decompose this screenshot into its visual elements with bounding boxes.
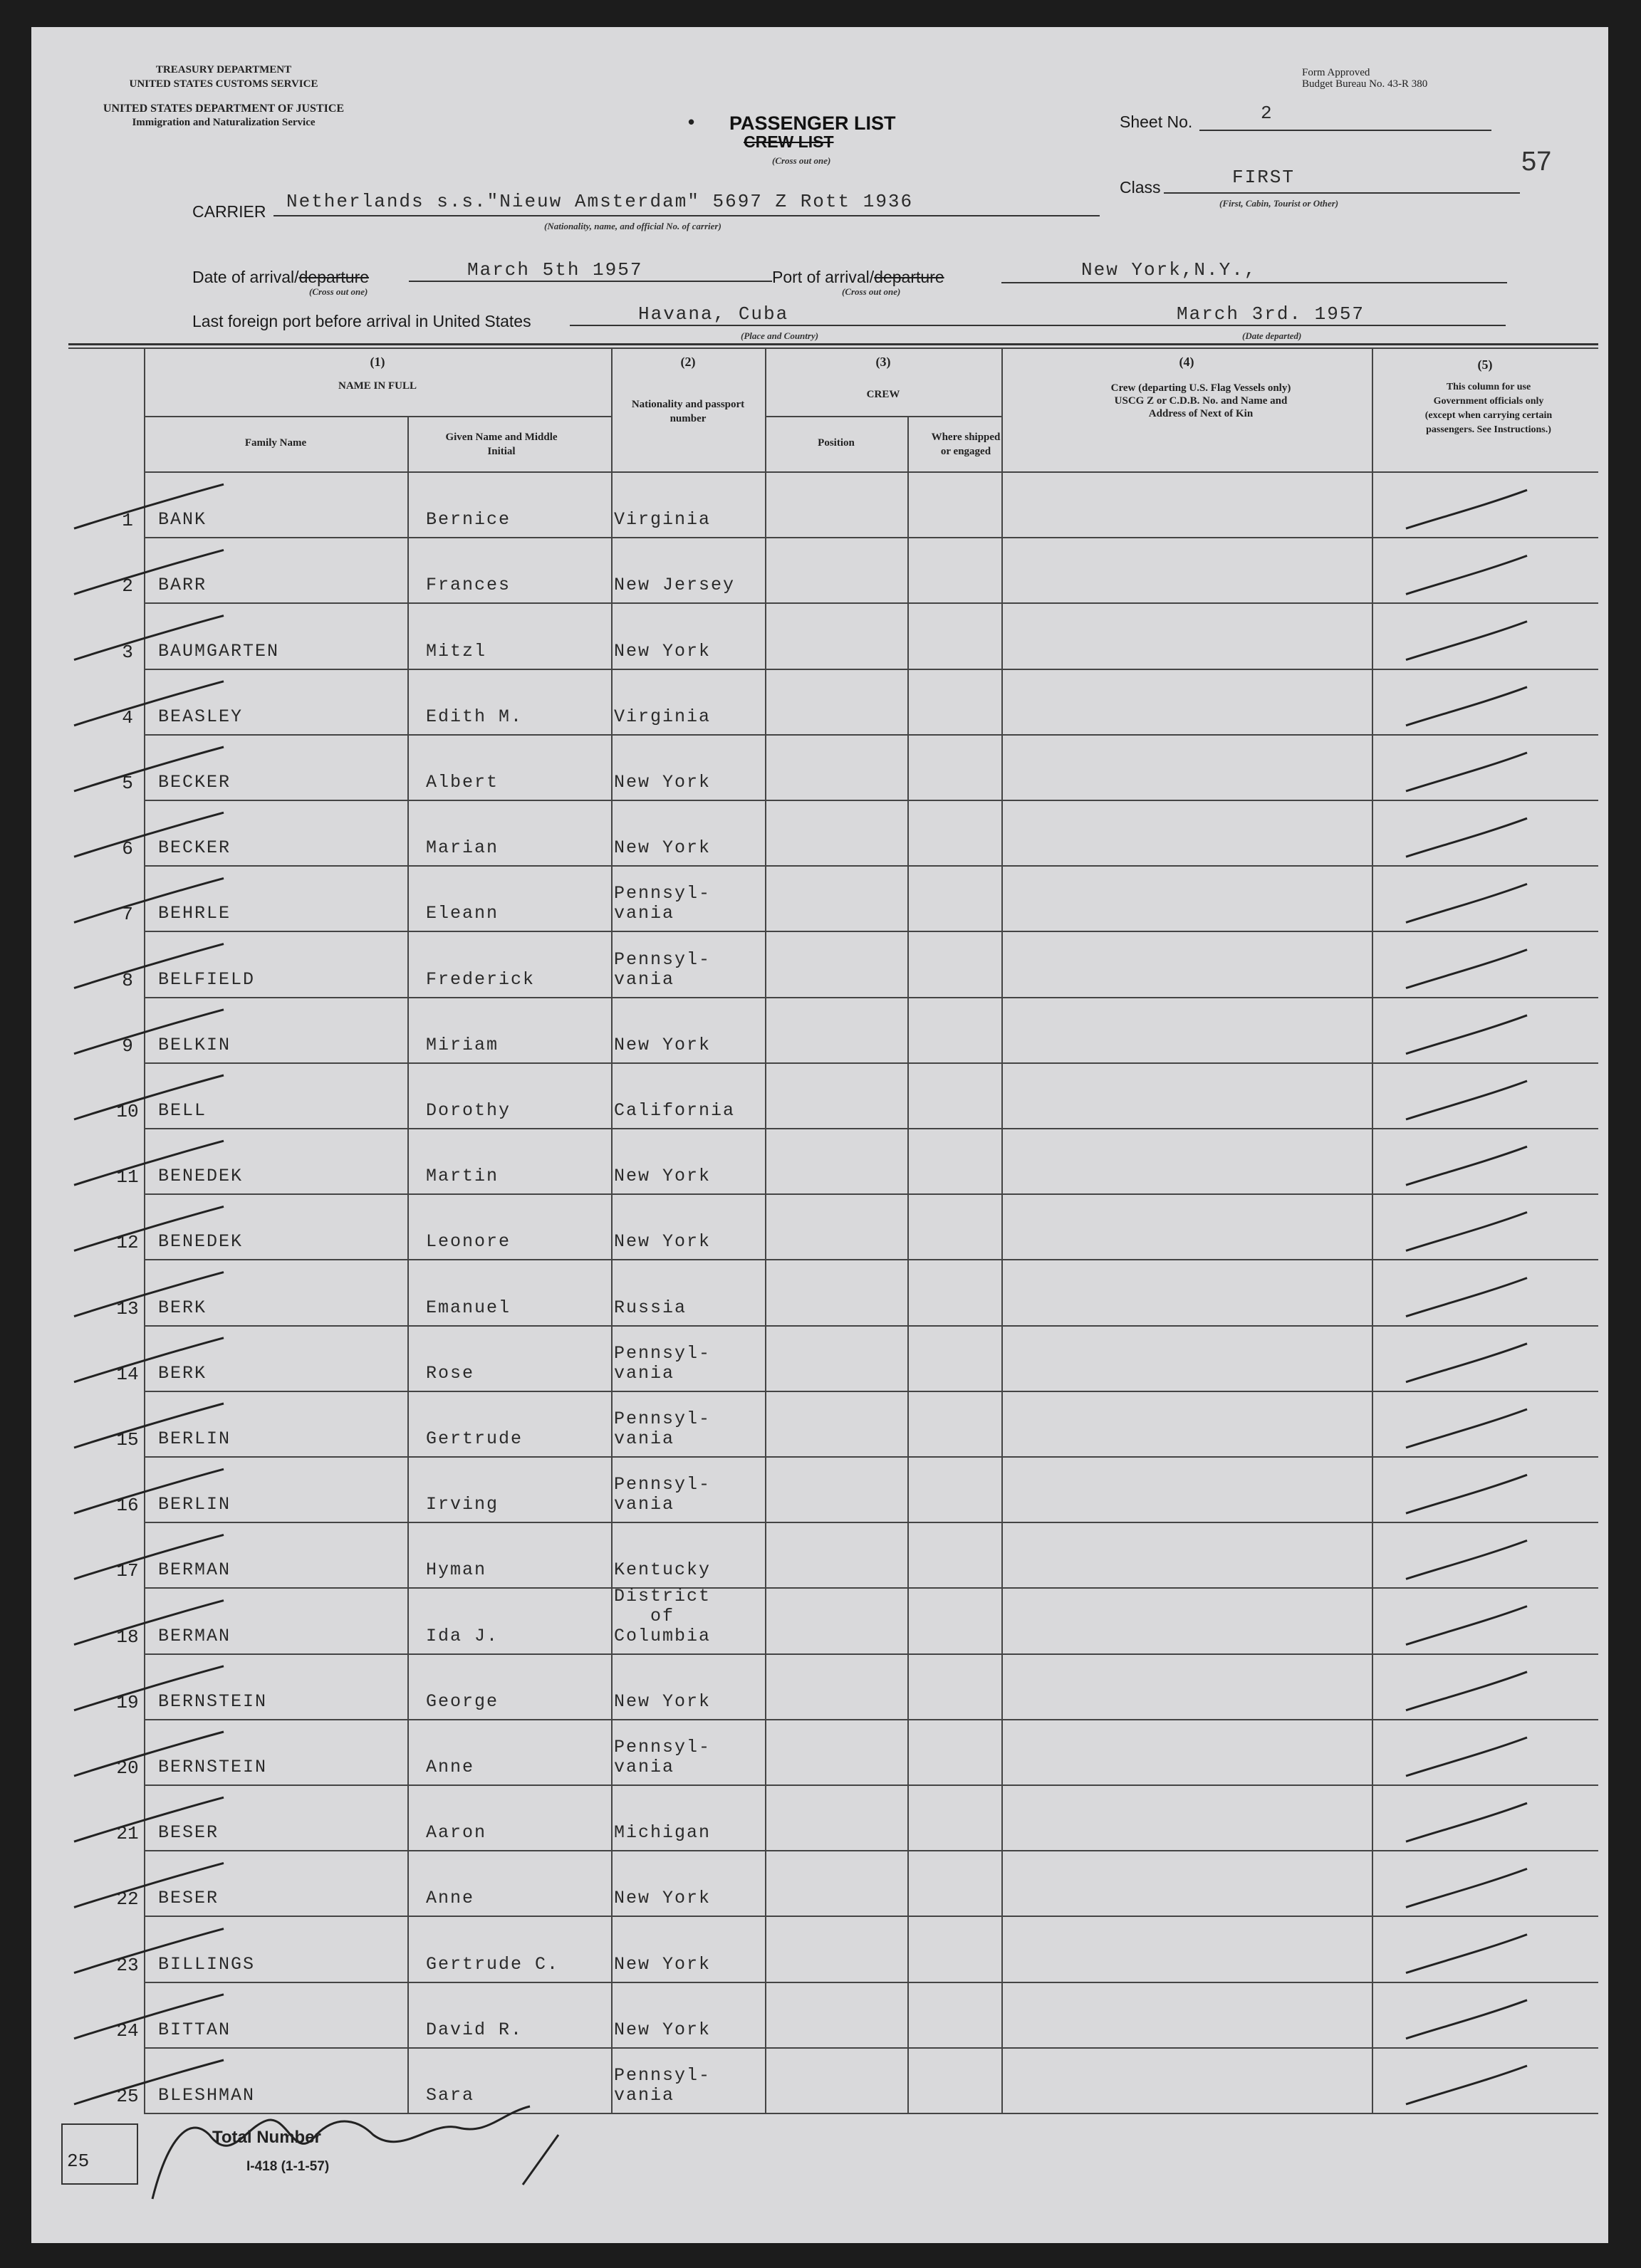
nationality: Pennsyl- vania xyxy=(614,949,712,990)
passenger-list-sheet xyxy=(31,27,1608,2243)
total-value: 25 xyxy=(67,2151,90,2172)
row-number: 21 xyxy=(116,1823,139,1844)
agency-line-1: TREASURY DEPARTMENT xyxy=(155,64,292,75)
official-check-mark xyxy=(1406,490,1527,528)
arrival-date: March 5th 1957 xyxy=(467,259,643,281)
nationality: Michigan xyxy=(614,1822,712,1843)
row-number: 22 xyxy=(116,1888,139,1910)
row-number: 25 xyxy=(116,2086,139,2107)
row-number: 12 xyxy=(116,1232,139,1253)
family-name: BERNSTEIN xyxy=(158,1691,268,1712)
given-name: Martin xyxy=(426,1166,499,1186)
row-number: 1 xyxy=(122,510,133,531)
nationality: New York xyxy=(614,837,712,858)
col1b-title: Given Name and Middle Initial xyxy=(445,432,558,457)
nationality: New York xyxy=(614,1231,712,1252)
title-cross-note: (Cross out one) xyxy=(772,155,831,166)
nationality: California xyxy=(614,1100,736,1121)
form-title: PASSENGER LIST xyxy=(729,113,896,134)
family-name: BELL xyxy=(158,1100,207,1121)
class-note: (First, Cabin, Tourist or Other) xyxy=(1219,198,1339,209)
row-number: 19 xyxy=(116,1692,139,1713)
given-name: Anne xyxy=(426,1757,475,1777)
nationality: Russia xyxy=(614,1297,687,1318)
nationality: Kentucky xyxy=(614,1559,712,1580)
family-name: BERNSTEIN xyxy=(158,1757,268,1777)
official-check-mark xyxy=(1406,1803,1527,1841)
nationality: Pennsyl- vania xyxy=(614,1474,712,1515)
given-name: Gertrude xyxy=(426,1428,523,1449)
date-label: Date of arrival/departure xyxy=(192,268,370,286)
nationality: Pennsyl- vania xyxy=(614,883,712,924)
official-check-mark xyxy=(1406,753,1527,791)
nationality: Virginia xyxy=(614,509,712,530)
given-name: Rose xyxy=(426,1363,475,1384)
family-name: BERLIN xyxy=(158,1428,231,1449)
official-check-mark xyxy=(1406,687,1527,726)
given-name: Irving xyxy=(426,1494,499,1515)
official-check-mark xyxy=(1406,1344,1527,1382)
family-name: BERMAN xyxy=(158,1626,231,1646)
nationality: New Jersey xyxy=(614,575,736,595)
col1a-title: Family Name xyxy=(244,437,307,449)
given-name: Dorothy xyxy=(426,1100,511,1121)
official-check-mark xyxy=(1406,1540,1527,1579)
given-name: George xyxy=(426,1691,499,1712)
given-name: Anne xyxy=(426,1888,475,1908)
given-name: Frances xyxy=(426,575,511,595)
official-check-mark xyxy=(1406,1212,1527,1250)
row-check-mark xyxy=(74,1141,224,1185)
budget-bureau: Budget Bureau No. 43-R 380 xyxy=(1302,78,1428,90)
row-number: 14 xyxy=(116,1364,139,1385)
official-check-mark xyxy=(1406,1672,1527,1710)
row-number: 13 xyxy=(116,1298,139,1319)
official-check-mark xyxy=(1406,818,1527,857)
given-name: Marian xyxy=(426,837,499,858)
departed-date-note: (Date departed) xyxy=(1242,330,1302,341)
arrival-port: New York,N.Y., xyxy=(1081,259,1257,281)
col2-title: Nationality and passport number xyxy=(631,399,745,424)
form-approved: Form Approved xyxy=(1302,67,1370,78)
row-check-mark xyxy=(74,1863,224,1907)
official-check-mark xyxy=(1406,1146,1527,1185)
row-number: 5 xyxy=(122,773,133,794)
nationality: Pennsyl- vania xyxy=(614,2065,712,2106)
last-port-note: (Place and Country) xyxy=(741,330,819,341)
sheet-number: 2 xyxy=(1261,103,1273,124)
family-name: BEHRLE xyxy=(158,903,231,924)
family-name: BITTAN xyxy=(158,2019,231,2040)
agency-line-3: UNITED STATES DEPARTMENT OF JUSTICE xyxy=(103,103,345,115)
row-number: 17 xyxy=(116,1560,139,1582)
row-check-mark xyxy=(74,747,224,791)
signature-scribble xyxy=(152,2106,558,2199)
row-check-mark xyxy=(74,1601,224,1645)
col3b-title: Where shipped or engaged xyxy=(931,432,1001,457)
port-label: Port of arrival/departure xyxy=(772,268,944,286)
nationality: New York xyxy=(614,1888,712,1908)
carrier-value: Netherlands s.s."Nieuw Amsterdam" 5697 Z Rott 1936 xyxy=(286,191,914,212)
nationality: Pennsyl- vania xyxy=(614,1737,712,1777)
nationality: New York xyxy=(614,772,712,793)
nationality: New York xyxy=(614,641,712,662)
class-label: Class xyxy=(1120,178,1161,197)
row-check-mark xyxy=(74,1666,224,1710)
nationality: New York xyxy=(614,1954,712,1975)
row-number: 3 xyxy=(122,642,133,663)
row-number: 23 xyxy=(116,1955,139,1976)
row-check-mark xyxy=(74,1273,224,1317)
row-check-mark xyxy=(74,681,224,726)
official-check-mark xyxy=(1406,1737,1527,1776)
class-value: FIRST xyxy=(1232,167,1296,188)
nationality: New York xyxy=(614,1691,712,1712)
official-check-mark xyxy=(1406,2000,1527,2039)
family-name: BELFIELD xyxy=(158,969,256,990)
family-name: BECKER xyxy=(158,772,231,793)
col4-number: (4) xyxy=(1179,355,1194,369)
row-number: 20 xyxy=(116,1757,139,1779)
col3-number: (3) xyxy=(875,355,891,369)
row-number: 2 xyxy=(122,575,133,597)
crossed-title: CREW LIST xyxy=(744,132,834,151)
form-number: I-418 (1-1-57) xyxy=(246,2159,330,2174)
port-cross-note: (Cross out one) xyxy=(842,286,901,297)
nationality: District of Columbia xyxy=(614,1586,712,1646)
nationality: New York xyxy=(614,1035,712,1055)
given-name: Frederick xyxy=(426,969,536,990)
official-check-mark xyxy=(1406,1606,1527,1645)
row-check-mark xyxy=(74,550,224,594)
given-name: Gertrude C. xyxy=(426,1954,560,1975)
official-check-mark xyxy=(1406,1409,1527,1448)
col2-number: (2) xyxy=(680,355,696,369)
col3-title: CREW xyxy=(866,389,900,400)
col4-title: Crew (departing U.S. Flag Vessels only) USCG Z or C.D.B. No. and Name and Address of Next of Kin xyxy=(1110,382,1291,419)
nationality: Pennsyl- vania xyxy=(614,1409,712,1449)
row-check-mark xyxy=(74,1995,224,2039)
agency-line-4: Immigration and Naturalization Service xyxy=(132,117,316,128)
given-name: Hyman xyxy=(426,1559,487,1580)
family-name: BELKIN xyxy=(158,1035,231,1055)
sheet-label: Sheet No. xyxy=(1120,113,1193,131)
col1-title: NAME IN FULL xyxy=(338,380,417,392)
row-check-mark xyxy=(74,616,224,660)
family-name: BERK xyxy=(158,1297,207,1318)
total-label: Total Number xyxy=(212,2128,321,2147)
col3a-title: Position xyxy=(818,437,855,449)
official-check-mark xyxy=(1406,884,1527,922)
row-check-mark xyxy=(74,1338,224,1382)
nationality: New York xyxy=(614,1166,712,1186)
official-check-mark xyxy=(1406,555,1527,594)
row-number: 8 xyxy=(122,970,133,991)
family-name: BERLIN xyxy=(158,1494,231,1515)
row-number: 9 xyxy=(122,1035,133,1057)
given-name: Aaron xyxy=(426,1822,487,1843)
official-check-mark xyxy=(1406,1015,1527,1054)
given-name: David R. xyxy=(426,2019,523,2040)
row-number: 4 xyxy=(122,707,133,728)
row-check-mark xyxy=(74,1404,224,1448)
official-check-mark xyxy=(1406,2066,1527,2104)
nationality: Virginia xyxy=(614,706,712,727)
official-check-mark xyxy=(1406,950,1527,988)
carrier-label: CARRIER xyxy=(192,202,266,221)
row-check-mark xyxy=(74,1732,224,1776)
row-check-mark xyxy=(74,1929,224,1973)
last-port-value: Havana, Cuba xyxy=(638,303,789,325)
official-check-mark xyxy=(1406,1475,1527,1513)
family-name: BEASLEY xyxy=(158,706,244,727)
family-name: BESER xyxy=(158,1822,219,1843)
carrier-note: (Nationality, name, and official No. of carrier) xyxy=(544,221,721,231)
row-check-mark xyxy=(74,2060,224,2104)
given-name: Sara xyxy=(426,2085,475,2106)
official-check-mark xyxy=(1406,1935,1527,1973)
given-name: Albert xyxy=(426,772,499,793)
family-name: BILLINGS xyxy=(158,1954,256,1975)
page-number: 57 xyxy=(1521,147,1552,177)
family-name: BERK xyxy=(158,1363,207,1384)
given-name: Leonore xyxy=(426,1231,511,1252)
given-name: Mitzl xyxy=(426,641,487,662)
row-number: 11 xyxy=(116,1166,139,1188)
row-number: 24 xyxy=(116,2020,139,2042)
handwritten-check-marks xyxy=(31,27,1608,2243)
family-name: BERMAN xyxy=(158,1559,231,1580)
last-port-label: Last foreign port before arrival in United States xyxy=(192,312,531,330)
given-name: Miriam xyxy=(426,1035,499,1055)
row-check-mark xyxy=(74,812,224,857)
family-name: BLESHMAN xyxy=(158,2085,256,2106)
row-number: 18 xyxy=(116,1626,139,1648)
row-check-mark xyxy=(74,1535,224,1579)
departed-date: March 3rd. 1957 xyxy=(1177,303,1365,325)
given-name: Bernice xyxy=(426,509,511,530)
given-name: Eleann xyxy=(426,903,499,924)
row-check-mark xyxy=(74,944,224,988)
row-check-mark xyxy=(74,1010,224,1054)
family-name: BARR xyxy=(158,575,207,595)
date-cross-note: (Cross out one) xyxy=(309,286,368,297)
given-name: Ida J. xyxy=(426,1626,499,1646)
family-name: BESER xyxy=(158,1888,219,1908)
row-check-mark xyxy=(74,1075,224,1119)
row-number: 16 xyxy=(116,1495,139,1516)
official-check-mark xyxy=(1406,1869,1527,1907)
col5-number: (5) xyxy=(1477,357,1493,372)
row-check-mark xyxy=(74,878,224,922)
row-check-mark xyxy=(74,1469,224,1513)
col1-number: (1) xyxy=(370,355,385,369)
family-name: BENEDEK xyxy=(158,1166,244,1186)
nationality: Pennsyl- vania xyxy=(614,1343,712,1384)
row-number: 15 xyxy=(116,1429,139,1451)
family-name: BENEDEK xyxy=(158,1231,244,1252)
official-check-mark xyxy=(1406,1081,1527,1119)
family-name: BAUMGARTEN xyxy=(158,641,280,662)
given-name: Emanuel xyxy=(426,1297,511,1318)
family-name: BECKER xyxy=(158,837,231,858)
title-bullet: • xyxy=(688,111,695,132)
row-check-mark xyxy=(74,484,224,528)
nationality: New York xyxy=(614,2019,712,2040)
given-name: Edith M. xyxy=(426,706,523,727)
row-number: 6 xyxy=(122,838,133,859)
official-check-mark xyxy=(1406,622,1527,660)
row-number: 10 xyxy=(116,1101,139,1122)
col5-title: This column for use Government officials only (except when carrying certain passengers. See Instructions.) xyxy=(1424,382,1553,435)
official-check-mark xyxy=(1406,1278,1527,1317)
row-check-mark xyxy=(74,1206,224,1250)
agency-line-2: UNITED STATES CUSTOMS SERVICE xyxy=(129,78,318,90)
row-check-mark xyxy=(74,1797,224,1841)
family-name: BANK xyxy=(158,509,207,530)
row-number: 7 xyxy=(122,904,133,925)
